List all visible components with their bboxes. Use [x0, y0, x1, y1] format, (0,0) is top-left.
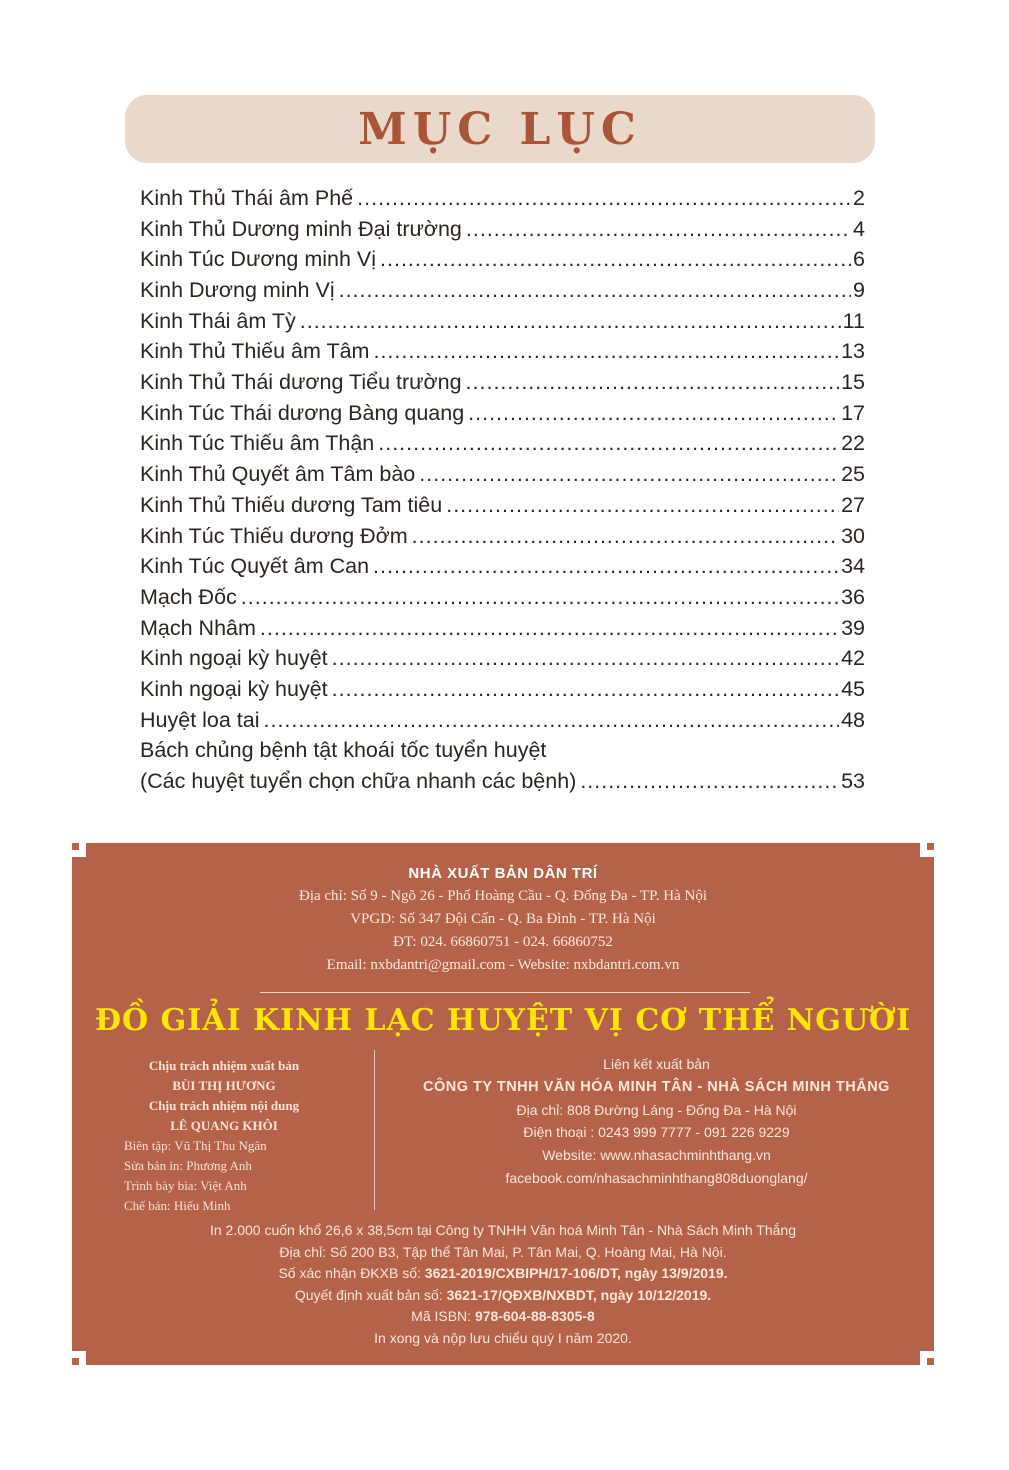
partner-address: Địa chỉ: 808 Đường Láng - Đống Đa - Hà Nội — [516, 1101, 797, 1118]
toc-item[interactable] — [140, 244, 865, 275]
resp-publish-label: Chịu trách nhiệm xuất bản — [148, 1058, 300, 1073]
toc-item-page: 17 — [841, 400, 865, 425]
toc-item[interactable] — [140, 582, 865, 613]
toc-item-title: Kinh ngoại kỳ huyệt — [140, 646, 328, 671]
toc-item-title: Mạch Nhâm — [140, 615, 256, 640]
toc-leader — [380, 244, 851, 275]
toc-item-page: 39 — [841, 615, 865, 640]
heading-banner — [125, 95, 875, 163]
corner-notch-inner — [72, 843, 79, 850]
corner-notch-inner — [72, 1358, 79, 1365]
toc-leader — [332, 674, 839, 705]
toc-item-title: Kinh Thủ Quyết âm Tâm bào — [140, 462, 416, 487]
toc-item[interactable] — [140, 613, 865, 644]
toc-leader — [260, 613, 839, 644]
toc-leader — [580, 766, 839, 797]
toc-leader — [466, 367, 840, 398]
printing-info — [72, 1220, 934, 1349]
cover-credit: Trình bày bìa: Việt Anh — [124, 1178, 247, 1193]
editor-credit: Biên tập: Vũ Thị Thu Ngân — [124, 1138, 267, 1153]
toc-item-title: Kinh Túc Thiếu dương Đởm — [140, 523, 408, 548]
toc-leader — [332, 643, 839, 674]
toc-leader — [466, 214, 851, 245]
toc-item-page: 22 — [841, 431, 865, 456]
book-title: ĐỒ GIẢI KINH LẠC HUYỆT VỊ CƠ THỂ NGƯỜI — [94, 1003, 912, 1038]
toc-item[interactable] — [140, 551, 865, 582]
toc-leader — [446, 490, 839, 521]
partner-website[interactable]: Website: www.nhasachminhthang.vn — [542, 1147, 771, 1164]
publisher-phone: ĐT: 024. 66860751 - 024. 66860752 — [393, 934, 613, 950]
publisher-address: Địa chỉ: Số 9 - Ngõ 26 - Phố Hoàng Cầu - Q. Đống Đa - TP. Hà Nội — [298, 888, 708, 904]
publisher-contact: Email: nxbdantri@gmail.com - Website: nxbdantri.com.vn — [326, 957, 680, 973]
toc-item-title: Bách chủng bệnh tật khoái tốc tuyển huyệt — [140, 738, 547, 763]
toc-item[interactable] — [140, 705, 865, 736]
toc-item-title: Kinh ngoại kỳ huyệt — [140, 676, 328, 701]
toc-item-multiline-first[interactable] — [140, 735, 865, 766]
toc-leader — [412, 521, 839, 552]
resp-publish-name: BÙI THỊ HƯƠNG — [172, 1078, 276, 1093]
toc-item-title: Kinh Túc Dương minh Vị — [140, 247, 377, 272]
toc-item[interactable] — [140, 429, 865, 460]
page-title: MỤC LỤC — [358, 103, 642, 155]
toc-item[interactable] — [140, 306, 865, 337]
toc-item-title: Kinh Thủ Dương minh Đại trường — [140, 216, 462, 241]
table-of-contents — [140, 183, 865, 797]
toc-item[interactable] — [140, 521, 865, 552]
toc-item-multiline-second[interactable] — [140, 766, 865, 797]
toc-item-title: (Các huyệt tuyển chọn chữa nhanh các bệnh) — [140, 769, 577, 794]
print-address: Địa chỉ: Số 200 B3, Tập thể Tân Mai, P. Tân Mai, Q. Hoàng Mai, Hà Nội. — [279, 1243, 727, 1260]
toc-item-title: Huyệt loa tai — [140, 707, 260, 732]
toc-item-title: Kinh Túc Thái dương Bàng quang — [140, 400, 465, 425]
toc-leader — [468, 398, 839, 429]
partner-facebook[interactable]: facebook.com/nhasachminhthang808duonglang/ — [505, 1169, 808, 1186]
toc-item-title: Kinh Túc Quyết âm Can — [140, 554, 370, 579]
toc-leader — [378, 429, 839, 460]
toc-item[interactable] — [140, 336, 865, 367]
toc-leader — [357, 183, 851, 214]
publisher-name: NHÀ XUẤT BẢN DÂN TRÍ — [408, 865, 598, 882]
toc-item-title: Kinh Thủ Thái âm Phế — [140, 185, 354, 210]
toc-item-title: Kinh Thủ Thiếu âm Tâm — [140, 339, 370, 364]
toc-item[interactable] — [140, 674, 865, 705]
toc-item-title: Mạch Đốc — [140, 584, 237, 609]
imprint-box — [72, 843, 934, 1365]
toc-leader — [373, 336, 839, 367]
publisher-office: VPGD: Số 347 Đội Cấn - Q. Ba Đình - TP. Hà Nội — [350, 911, 656, 927]
toc-item-page: 11 — [842, 308, 865, 333]
toc-item-page: 15 — [841, 370, 865, 395]
toc-item-title: Kinh Thủ Thái dương Tiểu trường — [140, 370, 462, 395]
corner-notch-inner — [927, 1358, 934, 1365]
toc-leader — [373, 551, 839, 582]
toc-item[interactable] — [140, 459, 865, 490]
toc-item-page: 25 — [841, 462, 865, 487]
toc-leader — [241, 582, 839, 613]
toc-item-title: Kinh Túc Thiếu âm Thận — [140, 431, 375, 456]
resp-content-name: LÊ QUANG KHÔI — [170, 1118, 278, 1133]
toc-item-title: Kinh Thủ Thiếu dương Tam tiêu — [140, 492, 443, 517]
toc-item-page: 27 — [841, 492, 865, 517]
partner-label: Liên kết xuất bản — [603, 1056, 710, 1072]
print-run: In 2.000 cuốn khổ 26,6 x 38,5cm tại Công ty TNHH Văn hoá Minh Tân - Nhà Sách Minh Thắng — [209, 1222, 796, 1238]
toc-leader — [300, 306, 841, 337]
proof-credit: Sửa bản in: Phương Anh — [124, 1158, 252, 1173]
publishing-decision: Quyết định xuất bản số: 3621-17/QĐXB/NXBDT, ngày 10/12/2019. — [294, 1286, 712, 1303]
credits — [124, 1056, 364, 1216]
partner-name: CÔNG TY TNHH VĂN HÓA MINH TÂN - NHÀ SÁCH MINH THẮNG — [423, 1078, 890, 1095]
toc-item-page: 53 — [841, 769, 865, 794]
toc-item-page: 6 — [853, 247, 865, 272]
registration-number: Số xác nhận ĐKXB số: 3621-2019/CXBIPH/17-106/DT, ngày 13/9/2019. — [278, 1265, 728, 1281]
toc-item-title: Kinh Thái âm Tỳ — [140, 308, 296, 333]
column-divider — [374, 1050, 375, 1210]
toc-leader — [419, 459, 839, 490]
toc-item-page: 34 — [841, 554, 865, 579]
toc-item-page: 36 — [841, 584, 865, 609]
toc-item-page: 4 — [853, 216, 865, 241]
toc-item-page: 30 — [841, 523, 865, 548]
toc-leader — [264, 705, 840, 736]
toc-item-page: 2 — [853, 185, 865, 210]
toc-item-page: 13 — [841, 339, 865, 364]
toc-item[interactable] — [140, 214, 865, 245]
toc-item-page: 9 — [853, 278, 865, 303]
toc-item[interactable] — [140, 183, 865, 214]
toc-item[interactable] — [140, 367, 865, 398]
toc-item[interactable] — [140, 275, 865, 306]
toc-item[interactable] — [140, 490, 865, 521]
toc-item-page: 48 — [841, 707, 865, 732]
legal-deposit: In xong và nộp lưu chiểu quý I năm 2020. — [374, 1329, 632, 1346]
partner-phone: Điện thoại : 0243 999 7777 - 091 226 9229 — [523, 1124, 790, 1141]
isbn: Mã ISBN: 978-604-88-8305-8 — [411, 1308, 595, 1324]
toc-item[interactable] — [140, 398, 865, 429]
toc-item-title: Kinh Dương minh Vị — [140, 278, 335, 303]
toc-item-page: 45 — [841, 676, 865, 701]
toc-leader — [339, 275, 851, 306]
toc-item-page: 42 — [841, 646, 865, 671]
toc-item[interactable] — [140, 643, 865, 674]
layout-credit: Chế bản: Hiếu Minh — [124, 1198, 231, 1213]
resp-content-label: Chịu trách nhiệm nội dung — [148, 1098, 300, 1113]
divider — [260, 992, 750, 993]
corner-notch-inner — [927, 843, 934, 850]
partner-info — [384, 1053, 929, 1190]
